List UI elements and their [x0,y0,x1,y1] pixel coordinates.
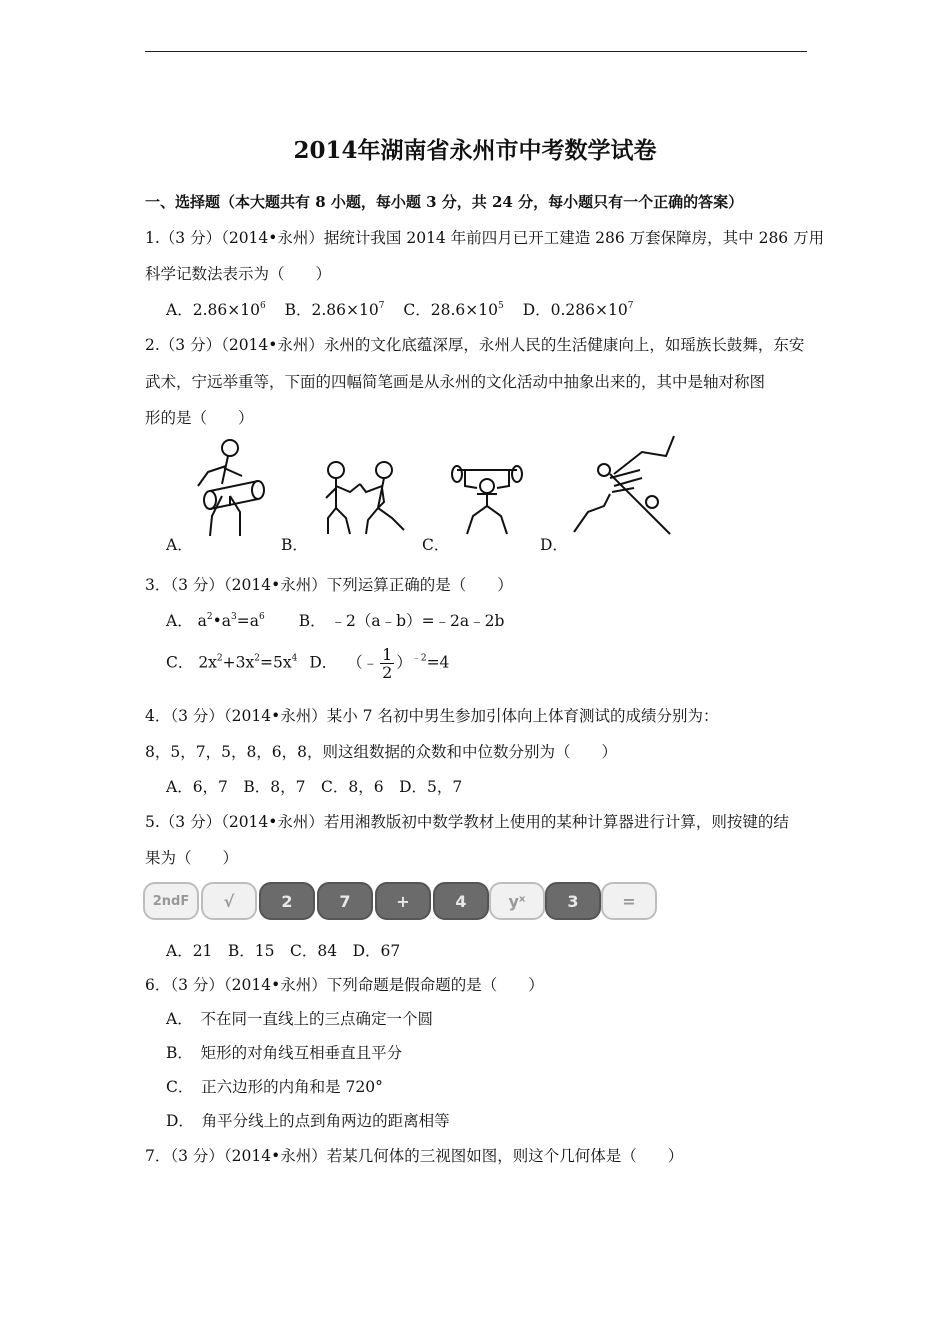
key-3: 3 [545,882,601,920]
calculator-key-sequence [143,882,663,922]
q1-option-d-exp: 7 [627,301,634,311]
q3-d-numerator: 1 [382,645,393,664]
q2-figure-c [447,458,527,538]
q3-a-part3: =a [236,612,259,630]
q3-a-exp3: 6 [258,612,265,622]
q3-option-c-label: C． [166,653,194,672]
q3-options-cd [166,646,449,681]
key-2: 2 [259,882,315,920]
q3-option-b-text: ﹣2（a﹣b）=﹣2a﹣2b [330,612,505,630]
q3-a-part1: a [197,612,207,630]
key-4: 4 [433,882,489,920]
q2-option-a-label: A． [166,536,193,554]
q3-option-b-label: B． [298,612,326,630]
q3-c-part1: 2x [198,653,217,672]
q2-figure-b [322,458,412,536]
key-power: yˣ [489,882,545,920]
q6-option-c: C． 正六边形的内角和是 720° [166,1078,383,1096]
q3-stem: 3．（3 分）（2014•永州）下列运算正确的是（ ） [145,576,513,594]
q7-stem: 7．（3 分）（2014•永州）若某几何体的三视图如图，则这个几何体是（ ） [145,1147,684,1165]
q1-option-c-label: C． [403,301,431,319]
q2-figure-d [570,434,682,536]
section-heading: 一、选择题（本大题共有 8 小题，每小题 3 分，共 24 分，每小题只有一个正确的答案） [145,193,744,211]
q1-option-d-base: 0.286×10 [550,301,628,319]
q6-option-d: D． 角平分线上的点到角两边的距离相等 [166,1112,450,1130]
page-title: 2014年湖南省永州市中考数学试卷 [293,137,657,164]
q6-stem: 6．（3 分）（2014•永州）下列命题是假命题的是（ ） [145,976,544,994]
q1-option-b-base: 2.86×10 [311,301,379,319]
q4-stem-line2: 8，5，7，5，8，6，8，则这组数据的众数和中位数分别为（ ） [145,743,618,761]
key-plus: + [375,882,431,920]
q3-c-exp3: 4 [291,653,298,664]
q3-d-denominator: 2 [382,663,393,682]
q2-figure-a [190,436,272,540]
q1-option-c-exp: 5 [498,301,504,311]
key-7: 7 [317,882,373,920]
q2-stem-line2: 武术，宁远举重等，下面的四幅简笔画是从永州的文化活动中抽象出来的，其中是轴对称图 [145,373,766,391]
q2-option-b-label: B． [281,536,308,554]
q2-stem-line1: 2.（3 分）（2014•永州）永州的文化底蕴深厚，永州人民的生活健康向上，如瑶族长鼓舞，东安 [145,336,805,354]
q3-c-part3: =5x [259,653,292,672]
q1-option-b-exp: 7 [378,301,385,311]
q2-stem-line3: 形的是（ ） [145,409,254,427]
q3-d-fraction [380,646,394,681]
q4-stem-line1: 4．（3 分）（2014•永州）某小 7 名初中男生参加引体向上体育测试的成绩分别为： [145,707,719,725]
q3-d-open: （﹣ [347,653,379,672]
q1-options [166,298,633,320]
header-rule [145,51,807,52]
q3-c-part2: +3x [222,653,255,672]
q1-option-a-exp: 6 [259,301,266,311]
q5-stem-line2: 果为（ ） [145,849,239,867]
q3-a-exp1: 2 [206,612,213,622]
q1-option-b-label: B． [284,301,312,319]
q5-stem-line1: 5.（3 分）（2014•永州）若用湘教版初中数学教材上使用的某种计算器进行计算，则按键的结 [145,813,789,831]
q3-option-a-label: A． [166,612,193,630]
q3-option-d-label: D． [309,653,338,672]
q3-options-ab [166,609,504,631]
q3-a-part2: •a [212,612,232,630]
q3-c-exp1: 2 [216,653,223,664]
q5-options: A．21 B．15 C．84 D．67 [166,942,401,960]
key-sqrt: √ [201,882,257,920]
q3-d-close: ） [396,653,412,672]
q6-option-a: A． 不在同一直线上的三点确定一个圆 [166,1010,433,1028]
q1-option-a-base: 2.86×10 [192,301,260,319]
q1-option-c-base: 28.6×10 [430,301,499,319]
q1-stem-line1: 1.（3 分）（2014•永州）据统计我国 2014 年前四月已开工建造 286 万套保障房，其中 286 万用 [145,229,825,247]
q6-option-b: B． 矩形的对角线互相垂直且平分 [166,1044,403,1062]
q4-options: A．6，7 B．8，7 C．8，6 D．5，7 [166,778,463,796]
q1-stem-line2: 科学记数法表示为（ ） [145,265,332,283]
q3-a-exp2: 3 [231,612,237,622]
q1-option-a-label: A． [166,301,193,319]
q2-option-d-label: D． [540,536,568,554]
q1-option-d-label: D． [522,301,551,319]
q3-d-rest: =4 [426,653,450,672]
q3-d-exp: ﹣2 [411,653,427,664]
key-equals: = [601,882,657,920]
key-2ndf: 2ndF [143,882,199,920]
q3-c-exp2: 2 [254,653,260,664]
q2-option-c-label: C． [422,536,450,554]
